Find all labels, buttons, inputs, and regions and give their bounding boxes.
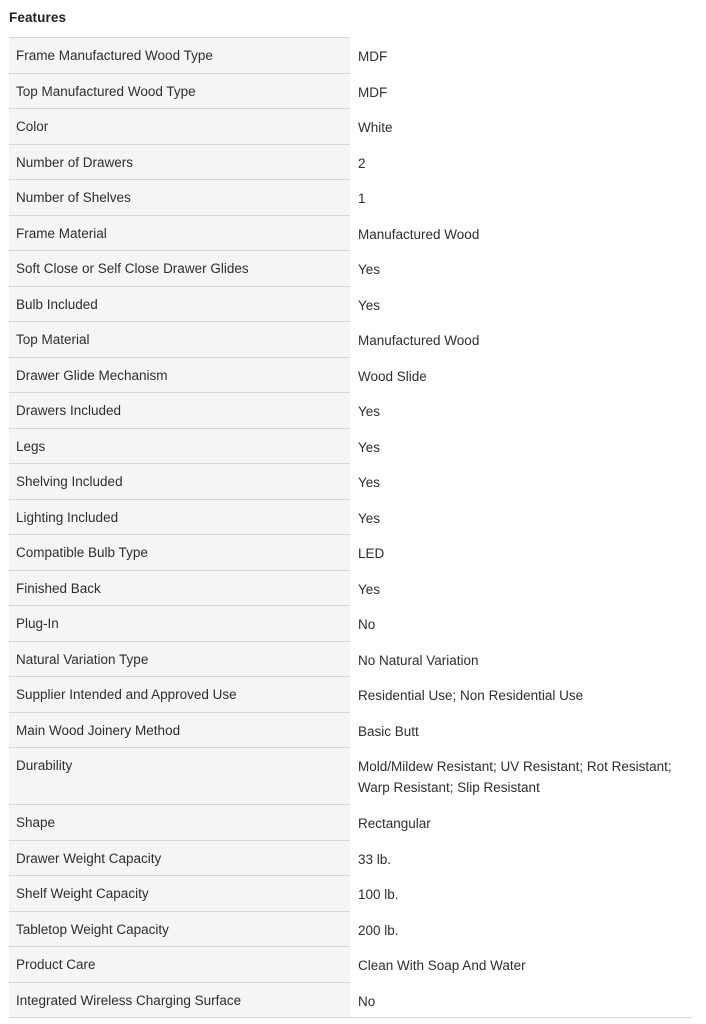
row-value: No xyxy=(350,981,692,1018)
row-label: Number of Drawers xyxy=(9,145,350,180)
row-value: Manufactured Wood xyxy=(350,320,692,357)
row-value: Clean With Soap And Water xyxy=(350,945,692,982)
row-label: Top Manufactured Wood Type xyxy=(9,74,350,109)
row-label: Product Care xyxy=(9,947,350,982)
table-row xyxy=(9,74,692,110)
row-label: Drawer Glide Mechanism xyxy=(9,358,350,393)
row-label: Drawer Weight Capacity xyxy=(9,841,350,876)
table-row xyxy=(9,876,692,912)
row-label: Number of Shelves xyxy=(9,180,350,215)
row-value: Basic Butt xyxy=(350,711,692,748)
table-row xyxy=(9,841,692,877)
table-row xyxy=(9,216,692,252)
table-row xyxy=(9,38,692,74)
table-row xyxy=(9,393,692,429)
row-label: Soft Close or Self Close Drawer Glides xyxy=(9,251,350,286)
table-row xyxy=(9,642,692,678)
table-row xyxy=(9,180,692,216)
row-label: Lighting Included xyxy=(9,500,350,535)
row-label: Color xyxy=(9,109,350,144)
row-value: MDF xyxy=(350,36,692,73)
table-row xyxy=(9,947,692,983)
row-value: Yes xyxy=(350,427,692,464)
section-title: Features xyxy=(9,10,67,25)
row-label: Shelf Weight Capacity xyxy=(9,876,350,911)
table-row xyxy=(9,713,692,749)
row-label: Compatible Bulb Type xyxy=(9,535,350,570)
row-label: Plug-In xyxy=(9,606,350,641)
row-value: 200 lb. xyxy=(350,910,692,947)
table-row xyxy=(9,805,692,841)
row-value: White xyxy=(350,107,692,144)
row-label: Main Wood Joinery Method xyxy=(9,713,350,748)
row-value: Yes xyxy=(350,249,692,286)
table-row xyxy=(9,983,692,1019)
row-label: Natural Variation Type xyxy=(9,642,350,677)
table-row xyxy=(9,429,692,465)
row-value: Residential Use; Non Residential Use xyxy=(350,675,692,712)
row-label: Durability xyxy=(9,748,350,804)
row-value: No xyxy=(350,604,692,641)
table-row xyxy=(9,358,692,394)
row-value: Yes xyxy=(350,391,692,428)
row-value: Wood Slide xyxy=(350,356,692,393)
row-value: Yes xyxy=(350,569,692,606)
table-row xyxy=(9,109,692,145)
table-row xyxy=(9,287,692,323)
row-label: Finished Back xyxy=(9,571,350,606)
row-value: MDF xyxy=(350,72,692,109)
table-row xyxy=(9,748,692,805)
row-value: Manufactured Wood xyxy=(350,214,692,251)
row-label: Frame Material xyxy=(9,216,350,251)
row-label: Drawers Included xyxy=(9,393,350,428)
table-row xyxy=(9,251,692,287)
row-value: No Natural Variation xyxy=(350,640,692,677)
table-row xyxy=(9,606,692,642)
features-table xyxy=(9,37,692,1018)
table-row xyxy=(9,677,692,713)
row-value: Rectangular xyxy=(350,803,692,840)
row-label: Bulb Included xyxy=(9,287,350,322)
row-label: Integrated Wireless Charging Surface xyxy=(9,983,350,1018)
table-row xyxy=(9,322,692,358)
row-value: 33 lb. xyxy=(350,839,692,876)
table-row xyxy=(9,912,692,948)
row-value: Yes xyxy=(350,498,692,535)
table-row xyxy=(9,145,692,181)
row-label: Supplier Intended and Approved Use xyxy=(9,677,350,712)
table-row xyxy=(9,571,692,607)
row-label: Frame Manufactured Wood Type xyxy=(9,38,350,73)
row-label: Top Material xyxy=(9,322,350,357)
row-label: Shape xyxy=(9,805,350,840)
row-value: LED xyxy=(350,533,692,570)
row-value: 100 lb. xyxy=(350,874,692,911)
row-value: 2 xyxy=(350,143,692,180)
row-label: Shelving Included xyxy=(9,464,350,499)
table-row xyxy=(9,464,692,500)
row-value: Yes xyxy=(350,285,692,322)
row-value: 1 xyxy=(350,178,692,215)
row-value: Mold/Mildew Resistant; UV Resistant; Rot Resistant; Warp Resistant; Slip Resistant xyxy=(350,746,692,804)
row-label: Tabletop Weight Capacity xyxy=(9,912,350,947)
table-row xyxy=(9,535,692,571)
table-row xyxy=(9,500,692,536)
row-label: Legs xyxy=(9,429,350,464)
row-value: Yes xyxy=(350,462,692,499)
